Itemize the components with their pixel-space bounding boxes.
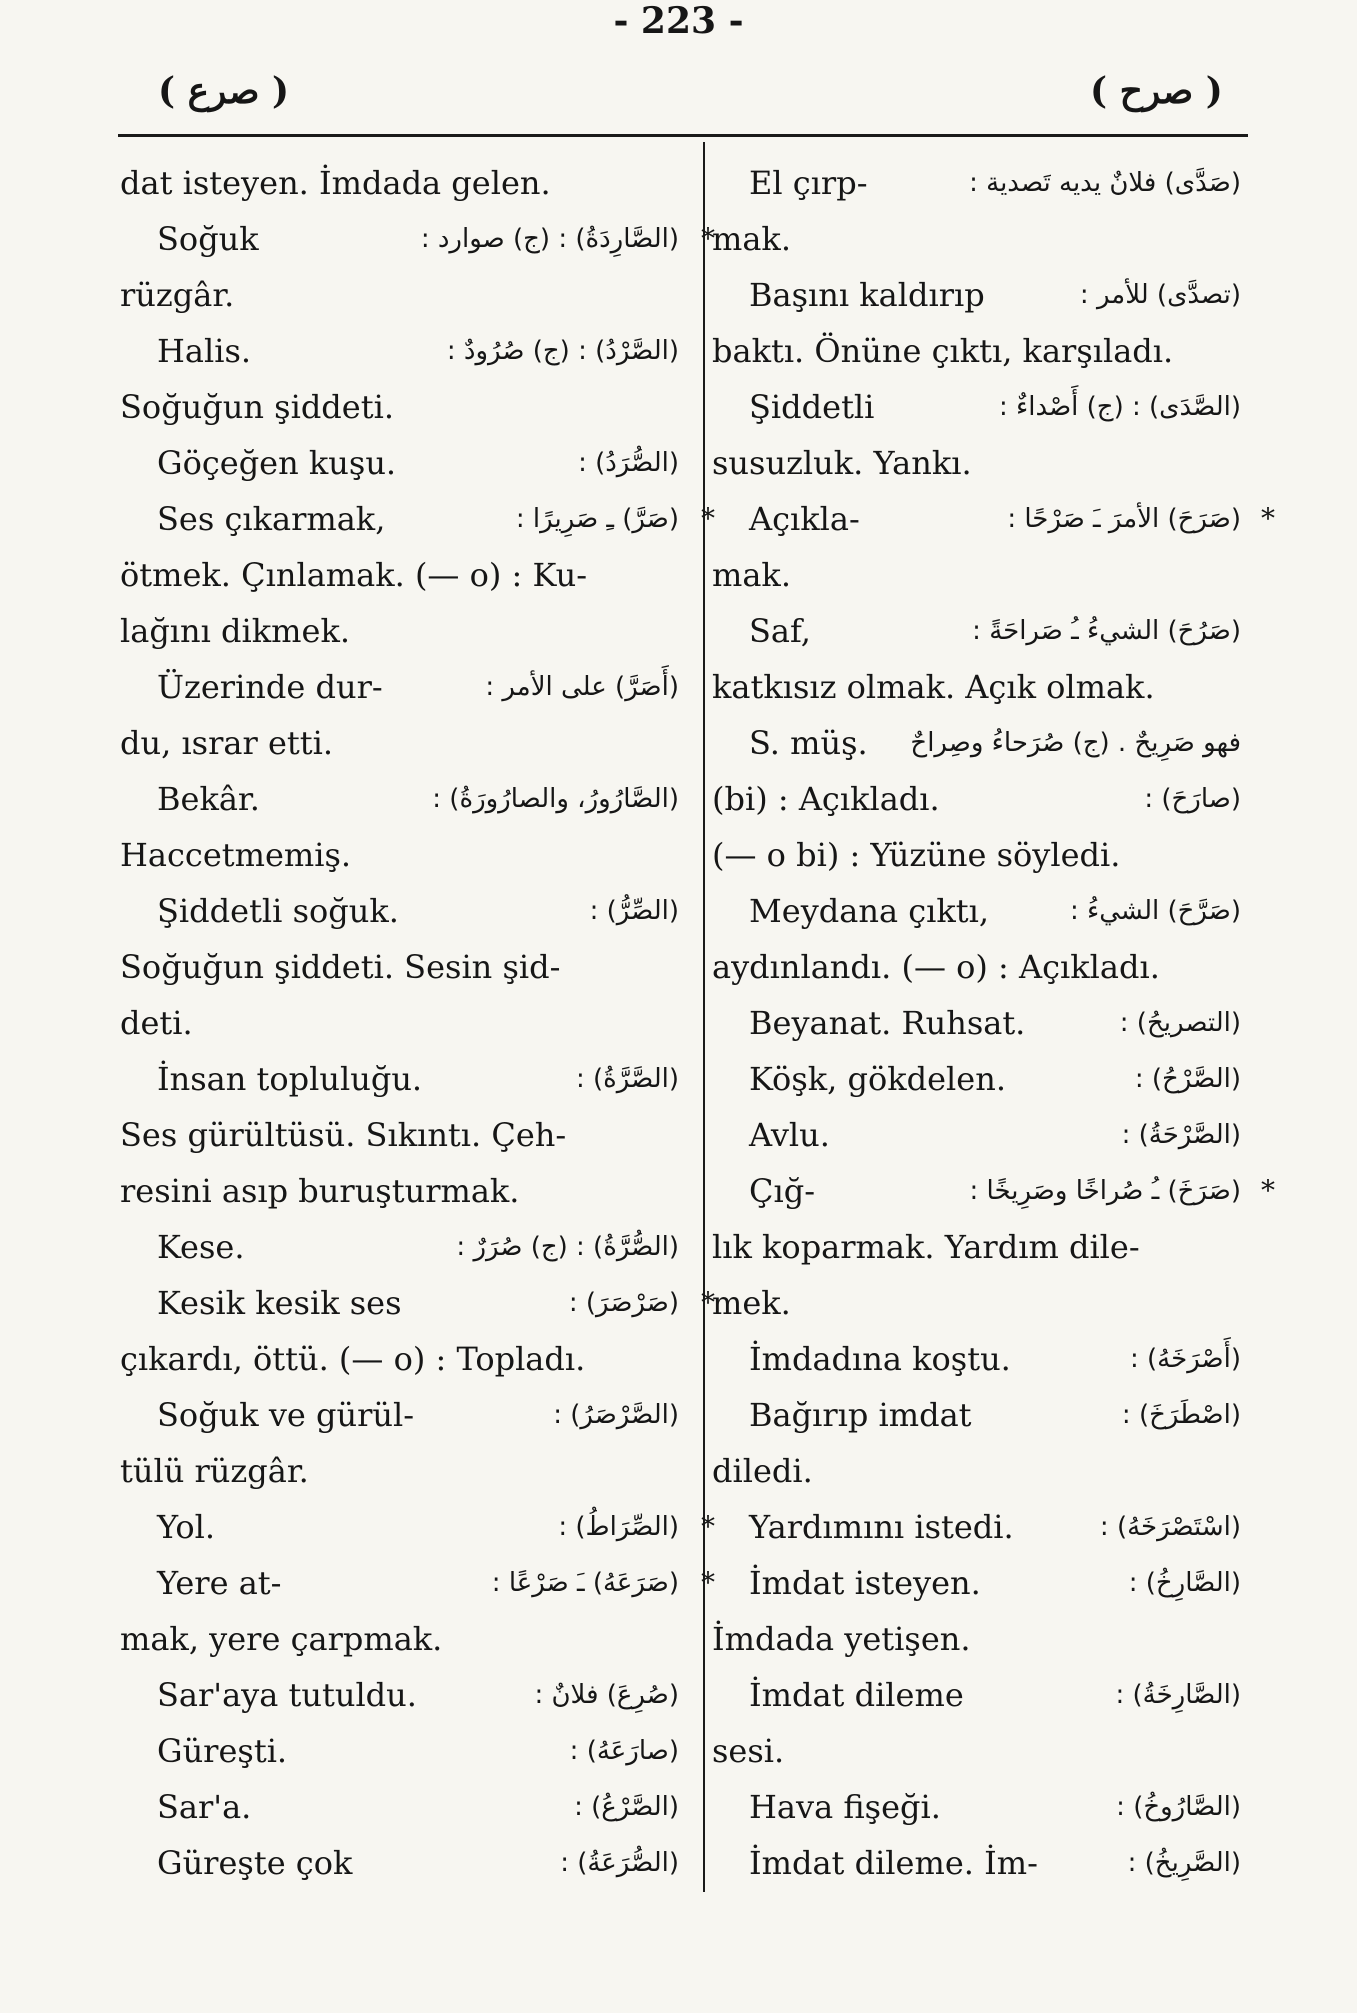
arabic-headword: (الصَّرْدُ) : (ج) صُرُودٌ : (446, 336, 679, 366)
entry-line (120, 1667, 685, 1723)
entry-text: baktı. Önüne çıktı, karşıladı. (712, 332, 1174, 370)
entry-text: Ses gürültüsü. Sıkıntı. Çeh- (120, 1116, 567, 1154)
entry-text: Soğuğun şiddeti. Sesin şid- (120, 948, 561, 986)
arabic-headword: (الصَّارُورُ، والصارُورَةُ) : (432, 784, 679, 814)
entry-line (712, 603, 1247, 659)
arabic-headword: (صَرَخَ) ـُ صُراخًا وصَرِيخًا : (969, 1176, 1241, 1206)
entry-text: Şiddetli (749, 388, 875, 426)
entry-line (712, 659, 1247, 715)
entry-text: Şiddetli soğuk. (157, 892, 399, 930)
entry-text: Güreşte çok (157, 1844, 353, 1882)
arabic-headword: (الصَّرْحَةُ) : (1121, 1120, 1241, 1150)
arabic-headword: (الصَّرِيخُ) : (1127, 1848, 1241, 1878)
arabic-headword: (صارَعَهُ) : (569, 1736, 679, 1766)
entry-text: mak. (712, 556, 791, 594)
arabic-headword: (الصَّرْعُ) : (574, 1792, 679, 1822)
entry-line (712, 1499, 1247, 1555)
entry-line (120, 1275, 715, 1331)
entry-line (712, 211, 1247, 267)
arabic-headword: (صَرُحَ) الشيءُ ـُ صَراحَةً : (972, 616, 1241, 646)
entry-line (120, 491, 715, 547)
arabic-headword: فهو صَرِيحٌ . (ج) صُرَحاءُ وصِراحٌ (910, 728, 1241, 758)
arabic-headword: (صَدَّى) فلانٌ يديه تَصدية : (969, 168, 1241, 198)
page-number: - 223 - (613, 0, 744, 42)
column-divider (703, 142, 705, 1892)
entry-line (712, 1723, 1247, 1779)
entry-line (712, 1051, 1247, 1107)
entry-line (120, 1835, 685, 1891)
entry-text: Başını kaldırıp (749, 276, 985, 314)
entry-text: İmdada yetişen. (712, 1620, 971, 1658)
entry-line (120, 211, 715, 267)
entry-text: Hava fişeği. (749, 1788, 941, 1826)
entry-line (712, 1779, 1247, 1835)
entry-line (120, 1387, 685, 1443)
entry-line (120, 715, 685, 771)
entry-line (712, 1443, 1247, 1499)
entry-text: Soğuğun şiddeti. (120, 388, 394, 426)
entry-text: Bekâr. (157, 780, 260, 818)
entry-line (712, 883, 1247, 939)
right-root-header: ( صرح ) (1090, 70, 1223, 112)
header-rule (118, 134, 1248, 137)
entry-text: Sar'a. (157, 1788, 252, 1826)
arabic-headword: (صَرَّ) ـِ صَرِيرًا : (515, 504, 679, 534)
entry-line (712, 1219, 1247, 1275)
entry-text: Göçeğen kuşu. (157, 444, 397, 482)
arabic-headword: (اسْتَصْرَخَهُ) : (1099, 1512, 1241, 1542)
entry-line (120, 1331, 685, 1387)
arabic-headword: (الصِّرُّ) : (589, 896, 679, 926)
entry-text: lağını dikmek. (120, 612, 350, 650)
entry-line (712, 827, 1247, 883)
entry-line (712, 1611, 1247, 1667)
entry-line (120, 939, 685, 995)
entry-text: Saf, (749, 612, 811, 650)
entry-text: mak. (712, 220, 791, 258)
entry-line (120, 659, 685, 715)
entry-line (712, 379, 1247, 435)
arabic-headword: (الصُّرَعَةُ) : (560, 1848, 679, 1878)
entry-text: susuzluk. Yankı. (712, 444, 972, 482)
arabic-headword: (صُرِعَ) فلانٌ : (534, 1680, 679, 1710)
entry-line (120, 771, 685, 827)
entry-text: Açıkla- (749, 500, 860, 538)
arabic-headword: (صَرْصَرَ) : (568, 1288, 679, 1318)
entry-text: çıkardı, öttü. (— o) : Topladı. (120, 1340, 586, 1378)
entry-text: El çırp- (749, 164, 868, 202)
arabic-headword: (الصَّدَى) : (ج) أَصْداءٌ : (998, 392, 1241, 422)
entry-text: Sar'aya tutuldu. (157, 1676, 417, 1714)
entry-text: İnsan topluluğu. (157, 1060, 423, 1098)
entry-text: İmdat dileme (749, 1676, 964, 1714)
root-marker-asterisk: * (1261, 1174, 1275, 1207)
entry-line (120, 883, 685, 939)
entry-text: deti. (120, 1004, 193, 1042)
entry-text: (bi) : Açıkladı. (712, 780, 940, 818)
entry-line (712, 771, 1247, 827)
entry-text: mek. (712, 1284, 791, 1322)
entry-text: Beyanat. Ruhsat. (749, 1004, 1026, 1042)
entry-text: Kese. (157, 1228, 245, 1266)
entry-line (120, 1723, 685, 1779)
entry-line (712, 1331, 1247, 1387)
entry-line (712, 1667, 1247, 1723)
arabic-headword: (صَرَحَ) الأمرَ ـَ صَرْحًا : (1007, 504, 1241, 534)
entry-line (120, 827, 685, 883)
entry-line (120, 379, 685, 435)
entry-text: Yol. (157, 1508, 216, 1546)
entry-text: ötmek. Çınlamak. (— o) : Ku- (120, 556, 588, 594)
entry-line (712, 435, 1247, 491)
entry-text: Bağırıp imdat (749, 1396, 972, 1434)
entry-text: Ses çıkarmak, (157, 500, 386, 538)
entry-text: İmdat isteyen. (749, 1564, 981, 1602)
entry-line (712, 1387, 1247, 1443)
entry-text: Yardımını istedi. (749, 1508, 1014, 1546)
root-marker-asterisk: * (701, 222, 715, 255)
arabic-headword: (الصَّرَّةُ) : (576, 1064, 679, 1094)
entry-text: sesi. (712, 1732, 785, 1770)
entry-line (120, 547, 685, 603)
entry-text: Üzerinde dur- (157, 668, 383, 706)
entry-line (120, 435, 685, 491)
entry-text: Haccetmemiş. (120, 836, 352, 874)
root-marker-asterisk: * (701, 1286, 715, 1319)
entry-text: Soğuk (157, 220, 259, 258)
entry-line (120, 155, 685, 211)
entry-text: (— o bi) : Yüzüne söyledi. (712, 836, 1121, 874)
left-root-header: ( صرع ) (158, 70, 290, 112)
arabic-headword: (أَصْرَخَهُ) : (1130, 1344, 1241, 1374)
entry-line (120, 603, 685, 659)
entry-line (712, 323, 1247, 379)
entry-line (120, 1779, 685, 1835)
entry-text: katkısız olmak. Açık olmak. (712, 668, 1155, 706)
entry-text: Köşk, gökdelen. (749, 1060, 1006, 1098)
arabic-headword: (الصَّارِدَةُ) : (ج) صوارد : (420, 224, 679, 254)
arabic-headword: (الصَّارُوخُ) : (1116, 1792, 1241, 1822)
entry-line (120, 1611, 685, 1667)
arabic-headword: (صَرَعَهُ) ـَ صَرْعًا : (491, 1568, 679, 1598)
entry-line (120, 267, 685, 323)
left-column (120, 155, 715, 1891)
entry-line (712, 267, 1247, 323)
entry-line (120, 995, 685, 1051)
root-marker-asterisk: * (1261, 502, 1275, 535)
entry-text: resini asıp buruşturmak. (120, 1172, 520, 1210)
right-column (712, 155, 1275, 1891)
entry-text: lık koparmak. Yardım dile- (712, 1228, 1140, 1266)
entry-text: Soğuk ve gürül- (157, 1396, 415, 1434)
entry-text: dat isteyen. İmdada gelen. (120, 164, 551, 202)
arabic-headword: (الصُّرَّةُ) : (ج) صُرَرٌ : (456, 1232, 679, 1262)
entry-text: Yere at- (157, 1564, 282, 1602)
entry-text: İmdat dileme. İm- (749, 1844, 1038, 1882)
entry-text: diledi. (712, 1452, 813, 1490)
arabic-headword: (الصَّارِخَةُ) : (1115, 1680, 1241, 1710)
entry-line (120, 1051, 685, 1107)
arabic-headword: (الصَّرْصَرُ) : (553, 1400, 679, 1430)
entry-line (120, 1219, 685, 1275)
arabic-headword: (الصِّرَاطُ) : (558, 1512, 679, 1542)
entry-text: Avlu. (749, 1116, 830, 1154)
arabic-headword: (أَصَرَّ) على الأمر : (485, 672, 679, 702)
entry-text: Çığ- (749, 1172, 816, 1210)
entry-line (712, 547, 1247, 603)
entry-text: Meydana çıktı, (749, 892, 990, 930)
entry-line (712, 1555, 1247, 1611)
arabic-headword: (صارَحَ) : (1144, 784, 1241, 814)
entry-line (712, 155, 1247, 211)
entry-text: S. müş. (749, 724, 868, 762)
entry-text: mak, yere çarpmak. (120, 1620, 443, 1658)
arabic-headword: (التصريحُ) : (1119, 1008, 1241, 1038)
entry-text: tülü rüzgâr. (120, 1452, 309, 1490)
arabic-headword: (الصُّرَدُ) : (578, 448, 679, 478)
entry-line (712, 491, 1275, 547)
entry-line (120, 1555, 715, 1611)
root-marker-asterisk: * (701, 502, 715, 535)
entry-text: İmdadına koştu. (749, 1340, 1011, 1378)
root-marker-asterisk: * (701, 1510, 715, 1543)
entry-line (712, 1835, 1247, 1891)
entry-text: Güreşti. (157, 1732, 288, 1770)
entry-line (120, 1443, 685, 1499)
arabic-headword: (اصْطَرَخَ) : (1121, 1400, 1241, 1430)
root-marker-asterisk: * (701, 1566, 715, 1599)
entry-text: aydınlandı. (— o) : Açıkladı. (712, 948, 1160, 986)
entry-line (120, 1499, 715, 1555)
entry-line (712, 1163, 1275, 1219)
entry-line (120, 1107, 685, 1163)
arabic-headword: (الصَّارِخُ) : (1128, 1568, 1241, 1598)
entry-text: Kesik kesik ses (157, 1284, 402, 1322)
arabic-headword: (الصَّرْحُ) : (1134, 1064, 1241, 1094)
entry-line (712, 715, 1247, 771)
entry-text: Halis. (157, 332, 252, 370)
entry-line (120, 323, 685, 379)
entry-line (712, 1275, 1247, 1331)
entry-text: rüzgâr. (120, 276, 235, 314)
entry-line (120, 1163, 685, 1219)
entry-line (712, 1107, 1247, 1163)
arabic-headword: (تصدَّى) للأمر : (1079, 280, 1241, 310)
arabic-headword: (صَرَّحَ) الشيءُ : (1069, 896, 1241, 926)
entry-line (712, 995, 1247, 1051)
entry-text: du, ısrar etti. (120, 724, 333, 762)
entry-line (712, 939, 1247, 995)
